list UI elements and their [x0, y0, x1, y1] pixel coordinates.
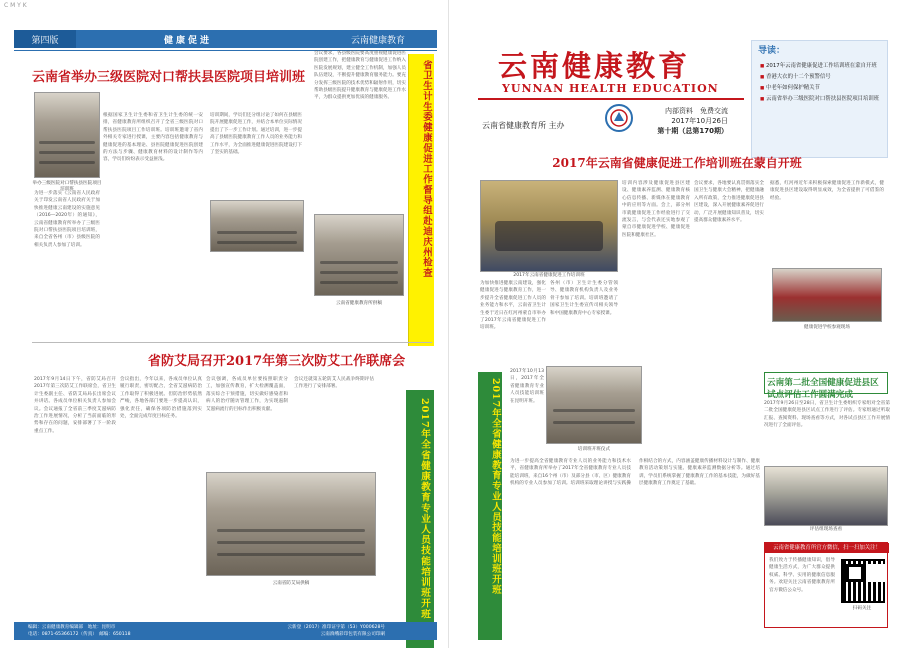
qr-code-icon[interactable]	[841, 559, 885, 603]
paper-name: 云南健康教育	[350, 36, 405, 46]
page-gutter	[448, 0, 449, 648]
side-banner	[406, 390, 434, 648]
masthead-english: YUNNAN HEALTH EDUCATION	[502, 82, 719, 95]
page-header	[14, 30, 437, 48]
photo-caption: 培训班开班仪式	[577, 447, 611, 452]
photo-caption: 评估组现场查看	[809, 527, 843, 532]
article-column: 会议指出，今年以来，各成员单位认真履行职责，密切配合，全省艾滋病防治工作取得了积极进展。但防治形势依然严峻，各地各部门要进一步提高认识，强化责任，确保各项防治措施落到实处，全面完成年度目标任务。	[120, 377, 202, 420]
guide-list	[760, 63, 884, 107]
article-column: 2017年9月26日至28日，省卫生计生委组织专家组对全省第二批全国健康促进县区试点工作进行了评估。专家组通过听取汇报、查阅资料、现场查看等方式，对各试点县区工作开展情况进行了全面评估。	[764, 401, 890, 429]
footer-line: 编辑：云南健康教育编辑部 地址：昆明市	[28, 625, 116, 630]
side-banner-text: 省卫生计生委健康促进工作督导组赴迪庆州检查	[421, 60, 432, 279]
front-page	[462, 24, 892, 638]
article-column: 为进一步落实《云南省人民政府关于印发云南省人民政府关于加快推进健康云南建设的实施意见（2016—2020年）的通知》，云南省健康教育所举办了三级医院对口帮扶县医院项目培训班，来自全省各州（市）县级医院的相关负责人参加了培训。	[34, 191, 100, 248]
article-column: 会议强调，各成员单位要按照职责分工，加强宣传教育，扩大检测覆盖面，落实综合干预措施，切实做好感染者和病人的治疗随访管理工作，为实现遏制艾滋病流行的目标作出积极贡献。	[206, 377, 288, 412]
publisher: 云南省健康教育所 主办	[482, 121, 565, 130]
article-column: 据悉，红河州近年来积极探索健康促进工作新模式，健康促进县区建设取得明显成效，为全省提供了可借鉴的经验。	[770, 181, 884, 201]
article-column: 各州（市）卫生计生委分管领导、健康教育机构负责人及业务骨干参加了培训。培训班邀请了国家卫生计生委宣传司相关领导和中国健康教育中心专家授课。	[550, 281, 618, 316]
issue-meta	[640, 106, 728, 136]
article-title: 云南省举办三级医院对口帮扶县医院项目培训班	[32, 70, 306, 85]
photo-caption: 云南省健康教育所供稿	[336, 301, 382, 306]
article-title: 云南第二批全国健康促进县区试点评估工作圆满完成	[767, 378, 879, 400]
guide-item[interactable]: ■ 中老年如何保护精关节	[760, 85, 884, 92]
conference-photo	[314, 214, 404, 296]
internal-note: 内部资料 免费交流	[665, 107, 728, 115]
photo-caption: 云南省防艾局供稿	[272, 581, 310, 586]
lead-headline: 2017年云南省健康促进工作培训班在蒙自开班	[552, 156, 802, 170]
print-mark: C M Y K	[4, 2, 27, 9]
article-column: 会议要求，各县级医院要高度重视健康促进医院创建工作，把健康教育与健康促进工作纳入医院发展规划，建立健全工作机制，加强人员队伍建设，不断提升健康教育服务能力。要充分发挥三级医院的技术优势和辐射作用，切实帮助县级医院提升健康教育与健康促进工作水平，为群众提供更加优质的健康服务。	[314, 51, 406, 101]
section-title: 健康促进	[164, 36, 213, 46]
side-banner	[478, 372, 502, 640]
issue-number: 第十期（总第170期）	[657, 127, 728, 135]
issue-date: 2017年10月26日	[671, 117, 728, 125]
section-rule	[32, 342, 432, 343]
footer-line: 电话：0871-65366172（传真） 邮编：650118	[28, 632, 131, 637]
article-column: 根据国家卫生计生委和省卫生计生委的统一安排，省健康教育所组织召开了全省三级医院对口帮扶县医院项目工作培训班。培训班邀请了省内外相关专家进行授课，主要内容包括健康教育与健康促进的基本理论、县医院健康促进医院创建的方法与步骤、健康教育材料的设计制作等内容，学员们纷纷表示受益匪浅。	[103, 113, 203, 163]
qr-label: 扫码关注	[852, 606, 872, 611]
page-number: 第四版	[14, 30, 76, 48]
article-column: 会议要求，各地要认真贯彻落实全国卫生与健康大会精神，把健康融入所有政策，全力推进健康促进县区建设，深入开展健康素养促进行动，广泛开展健康知识普及，切实提高群众健康素养水平。	[694, 181, 764, 224]
wechat-promo	[764, 542, 888, 628]
guide-item[interactable]: ■ 2017年云南省健康促进工作培训班在蒙自开班	[760, 63, 884, 70]
guide-item[interactable]: ■ 香港大衣的十二个预警信号	[760, 74, 884, 81]
promo-body: 我们致力于传播健康知识，倡导健康生活方式，为广大群众提供权威、科学、实用的健康信息服务。欢迎关注云南省健康教育所官方微信公众号。	[769, 558, 835, 593]
masthead: 云南健康教育	[498, 49, 691, 83]
article-column: 2017年9月14日下午，省防艾局召开2017年第三次防艾工作联席会，省卫生计生委副主任、省防艾局局长出席会议并讲话。各成员单位相关负责人参加会议。会议通报了全省前三季度艾滋病防治工作进展情况，分析了当前面临的形势和存在的问题，安排部署了下一阶段重点工作。	[34, 377, 116, 434]
emblem-icon	[604, 103, 634, 133]
meeting-photo	[210, 200, 304, 252]
group-photo	[480, 180, 618, 272]
promo-title: 云南省健康教育所官方微信，扫一扫加关注！	[765, 543, 889, 553]
article-body: 为进一步提高全省健康教育专业人员的业务能力和技术水平，省健康教育所举办了2017年全省健康教育专业人员技能培训班，来自16个州（市）及部分县（市、区）健康教育机构的专业人员参加了培训。培训班采取理论讲授与实践操作相结合的方式，内容涵盖健康传播材料设计与制作、健康教育活动策划与实施、健康素养监测数据分析等。通过培训，学员们系统掌握了健康教育工作的基本技能，为做好基层健康教育工作奠定了基础。	[510, 459, 760, 487]
article-column: 培训期间，学员们还分组讨论了如何在县级医院开展健康促进工作，并结合本单位实际情况提出了下一步工作计划。通过培训，进一步提高了县级医院健康教育工作人员的业务能力和工作水平，为全面推进健康促进医院建设打下了坚实的基础。	[210, 113, 302, 156]
visit-photo	[772, 268, 882, 322]
photo-caption: 健康促进学校参观现场	[804, 325, 850, 330]
article-column: 为加快推进健康云南建设，强化健康促进与健康教育工作，进一步提升全省健康促进工作人员的业务能力和水平，云南省卫生计生委于近日在红河州蒙自市举办了2017年云南省健康促进工作培训班。	[480, 281, 546, 331]
side-banner	[408, 54, 434, 346]
page-four	[14, 24, 437, 638]
photo-caption: 2017年云南省健康促进工作培训班	[513, 273, 585, 278]
masthead-rule	[478, 98, 744, 100]
article-column: 培训内容涉及健康促进县区建设、健康素养监测、健康教育核心信息传播、新媒体在健康教育中的应用等方面。会上，部分州市就健康促进工作经验进行了交流发言，与会代表还实地参观了蒙自市健康促进学校、健康促进医院和健康社区。	[622, 181, 690, 238]
training-photo	[34, 92, 100, 178]
contents-guide	[751, 40, 888, 158]
photo-caption: 举办三级医院对口帮扶县医院项目培训班	[32, 181, 102, 192]
article-title-box	[764, 372, 888, 400]
guide-item[interactable]: ■ 云南省举办三级医院对口帮扶县医院项目培训班	[760, 96, 884, 103]
side-banner-text: 2017年全省健康教育专业人员技能培训班开班	[490, 378, 501, 596]
article-column: 2017年10月13日，2017年全省健康教育专业人员技能培训班在昆明开班。	[510, 369, 544, 404]
footer-line: 云南滇峨彩印包装有限公司印刷	[320, 632, 385, 637]
meeting-photo	[206, 472, 376, 576]
evaluation-photo	[764, 466, 888, 526]
opening-photo	[546, 366, 642, 444]
guide-title: 导读：	[758, 46, 786, 56]
article-column: 会议还就第五轮防艾人民战争终期评估工作进行了安排部署。	[294, 377, 374, 390]
page-footer	[14, 622, 437, 640]
article-title: 省防艾局召开2017年第三次防艾工作联席会	[148, 354, 406, 369]
side-banner-text: 2017年全省健康教育专业人员技能培训班开班	[419, 398, 430, 620]
footer-line: 云新登（2017）准印证字第（53）Y000628号	[287, 625, 385, 630]
